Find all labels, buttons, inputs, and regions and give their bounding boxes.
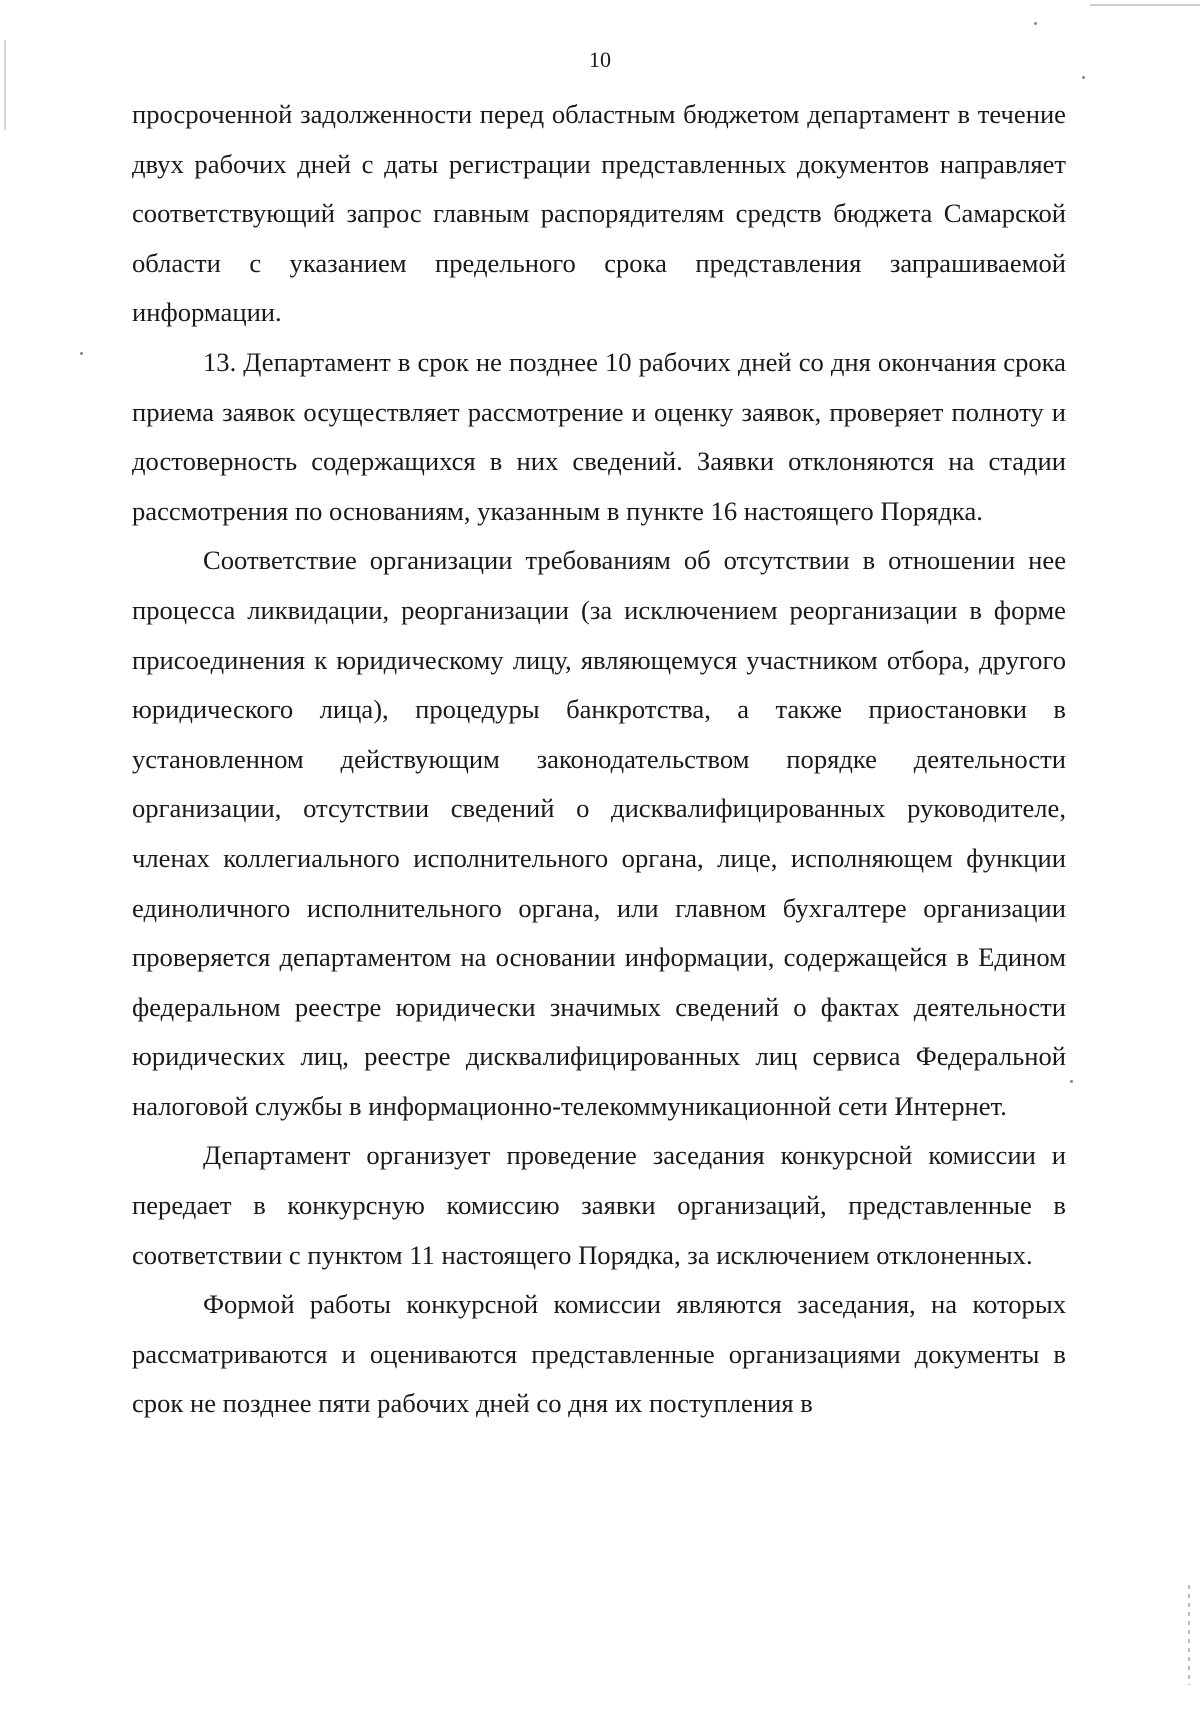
page-number: 10 bbox=[589, 47, 611, 72]
scan-speck bbox=[1082, 76, 1085, 79]
scan-edge-mark bbox=[1188, 1585, 1190, 1685]
scan-speck bbox=[80, 352, 83, 355]
document-body bbox=[132, 90, 1066, 1429]
paragraph: просроченной задолженности перед областным бюджетом департамент в течение двух рабочих дней с даты регистрации представленных документов направляет соответствующий запрос главным распорядителям средств бюджета Самарской области с указанием предельного срока представления запрашиваемой информации. bbox=[132, 99, 1066, 328]
paragraph: Департамент организует проведение заседания конкурсной комиссии и передает в конкурсную комиссию заявки организаций, представленные в соответствии с пунктом 11 настоящего Порядка, за исключением отклоненных. bbox=[132, 1140, 1066, 1270]
scan-edge-mark bbox=[1090, 4, 1200, 6]
paragraph: Соответствие организации требованиям об отсутствии в отношении нее процесса ликвидации, реорганизации (за исключением реорганизации в форме присоединения к юридическому лицу, являющемуся участником отбора, другого юридического лица), процедуры банкротства, а также приостановки в установленном действующим законодательством порядке деятельности организации, отсутствии сведений о дисквалифицированных руководителе, членах коллегиального исполнительного органа, лице, исполняющем функции единоличного исполнительного органа, или главном бухгалтере организации проверяется департаментом на основании информации, содержащейся в Едином федеральном реестре юридически значимых сведений о фактах деятельности юридических лиц, реестре дисквалифицированных лиц сервиса Федеральной налоговой службы в информационно-телекоммуникационной сети Интернет. bbox=[132, 545, 1066, 1121]
paragraph: Формой работы конкурсной комиссии являются заседания, на которых рассматриваются и оцениваются представленные организациями документы в срок не позднее пяти рабочих дней со дня их поступления в bbox=[132, 1289, 1066, 1419]
scan-speck bbox=[1034, 22, 1037, 25]
paragraph: 13. Департамент в срок не позднее 10 рабочих дней со дня окончания срока приема заявок осуществляет рассмотрение и оценку заявок, проверяет полноту и достоверность содержащихся в них сведений. Заявки отклоняются на стадии рассмотрения по основаниям, указанным в пункте 16 настоящего Порядка. bbox=[132, 346, 1066, 526]
scan-speck bbox=[1070, 1080, 1073, 1083]
